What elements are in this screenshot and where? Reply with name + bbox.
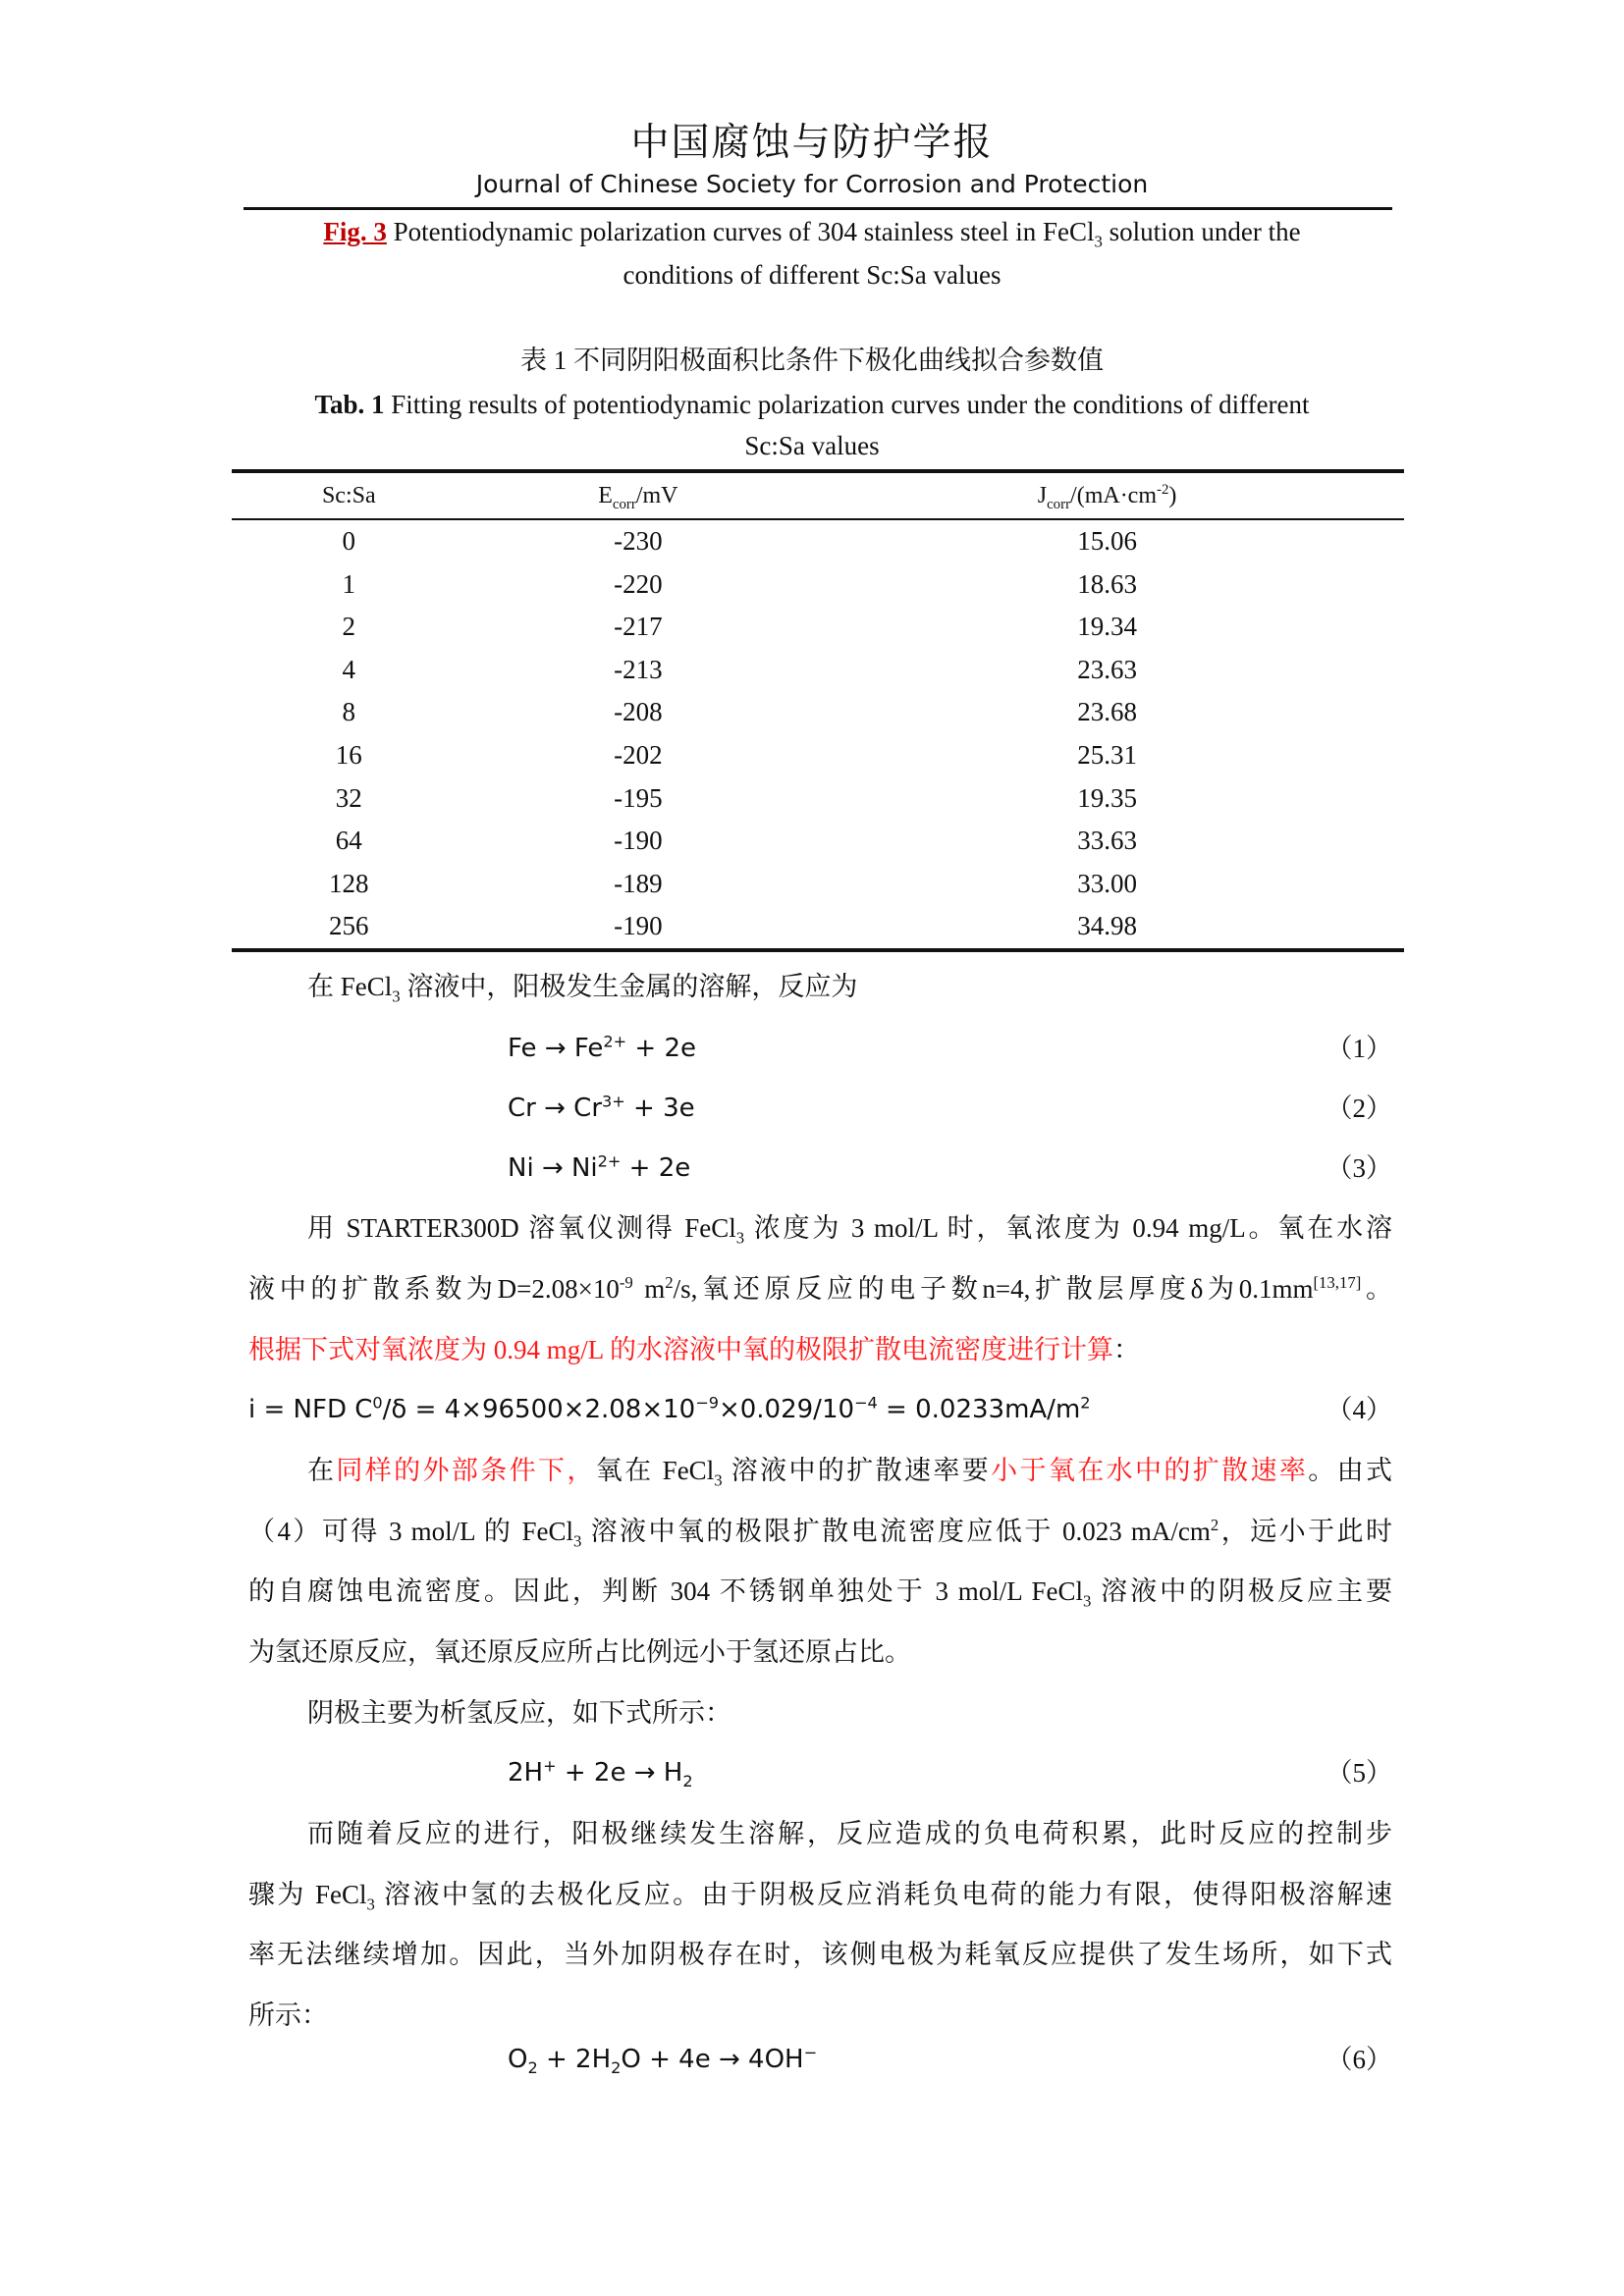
table-row <box>232 820 1404 863</box>
header-text: E <box>598 482 613 508</box>
superscript: 2 <box>665 1273 674 1292</box>
equation <box>508 1089 695 1128</box>
superscript: − <box>803 2043 818 2062</box>
highlighted-text: 同样的外部条件下， <box>336 1456 596 1485</box>
table-row <box>232 649 1404 692</box>
text-segment: 在 <box>307 1456 337 1485</box>
table-label: Tab. 1 <box>314 390 385 419</box>
cell-jcorr: 15.06 <box>1077 526 1137 556</box>
text-segment: Fe → Fe <box>508 1034 604 1063</box>
paragraph-line <box>248 1269 1392 1308</box>
superscript: −4 <box>854 1393 878 1413</box>
text-segment: 的自腐蚀电流密度。因此，判断 304 不锈钢单独处于 3 mol/L FeCl <box>248 1576 1083 1606</box>
paragraph-line <box>307 1451 1392 1490</box>
figure-caption-text: Potentiodynamic polarization curves of 304 stainless steel in FeCl <box>386 217 1095 246</box>
cell-ecorr: -220 <box>614 568 663 599</box>
text-segment: /s,氧还原反应的电子数n=4,扩散层厚度δ为0.1mm <box>673 1274 1314 1304</box>
text-segment: 骤为 FeCl <box>248 1880 367 1909</box>
paragraph-line <box>248 1996 328 2035</box>
text-segment: （4）可得 3 mol/L 的 FeCl <box>248 1517 574 1546</box>
equation-number: （6） <box>1326 2045 1392 2074</box>
equation-number: （1） <box>1326 1034 1392 1063</box>
superscript: + <box>543 1756 557 1776</box>
superscript: [13,17] <box>1313 1273 1362 1292</box>
text-segment: 2H <box>508 1758 544 1788</box>
subscript: 2 <box>682 1772 693 1791</box>
paragraph-line <box>248 1330 1140 1369</box>
cell-jcorr: 34.98 <box>810 905 1404 950</box>
table-row <box>232 734 1404 777</box>
journal-title-english: Journal of Chinese Society for Corrosion and Protection <box>475 170 1149 198</box>
subscript: 3 <box>1094 232 1103 251</box>
cell-sc-sa: 16 <box>335 739 362 770</box>
paragraph-line <box>248 1935 1392 1974</box>
header-unit: /(mA·cm <box>1070 482 1158 508</box>
superscript: 2+ <box>597 1151 622 1171</box>
text-segment: 溶液中氧的极限扩散电流密度应低于 0.023 mA/cm <box>581 1517 1211 1546</box>
text-segment: ： <box>1113 1335 1140 1364</box>
superscript: 2 <box>1080 1393 1091 1413</box>
table-row <box>232 606 1404 649</box>
table-row <box>232 563 1404 607</box>
text-segment: = 0.0233mA/m <box>877 1395 1081 1424</box>
equation-number: （5） <box>1326 1758 1392 1788</box>
equation-number: （2） <box>1326 1094 1392 1123</box>
paragraph-line <box>307 1693 731 1733</box>
paragraph-line <box>248 1875 1392 1914</box>
cell-sc-sa: 256 <box>232 905 466 950</box>
text-segment: 。 <box>1361 1274 1392 1304</box>
text-segment: 浓度为 3 mol/L 时，氧浓度为 0.94 mg/L。氧在水溶 <box>744 1213 1392 1243</box>
cell-jcorr: 18.63 <box>1077 568 1137 599</box>
text-segment: 阴极主要为析氢反应，如下式所示： <box>307 1698 731 1728</box>
text-segment: O <box>508 2045 528 2074</box>
figure-caption-text: solution under the <box>1102 217 1301 246</box>
highlighted-text: 根据下式对氧浓度为 0.94 mg/L 的水溶液中氧的极限扩散电流密度进行计算 <box>248 1335 1113 1364</box>
subscript: 3 <box>735 1228 745 1248</box>
text-segment: O + 4e → 4OH <box>621 2045 804 2074</box>
table-row <box>232 777 1404 821</box>
cell-ecorr: -208 <box>614 697 663 727</box>
equation <box>508 1029 696 1068</box>
cell-ecorr: -190 <box>466 905 811 950</box>
text-segment: i = NFD C <box>248 1395 373 1424</box>
text-segment: 率无法继续增加。因此，当外加阴极存在时，该侧电极为耗氧反应提供了发生场所，如下式 <box>248 1940 1392 1969</box>
figure-reference-link[interactable]: Fig. 3 <box>323 217 387 246</box>
text-segment: 用 STARTER300D 溶氧仪测得 FeCl <box>307 1213 736 1243</box>
equation-number: （4） <box>1326 1395 1392 1424</box>
cell-ecorr: -230 <box>614 526 663 556</box>
cell-ecorr: -189 <box>614 868 663 898</box>
header-rule <box>244 207 1392 210</box>
text-segment: + 2e <box>621 1153 691 1183</box>
paragraph-line <box>307 967 857 1006</box>
equation <box>508 1753 693 1792</box>
paragraph-line <box>307 1208 1392 1248</box>
subscript: 2 <box>527 2058 538 2078</box>
text-segment: ，远小于此时 <box>1218 1517 1392 1546</box>
text-segment: 氧在 FeCl <box>595 1456 715 1485</box>
header-unit: /mV <box>635 482 678 508</box>
header-unit: ) <box>1168 482 1177 508</box>
text-segment: Cr → Cr <box>508 1094 603 1123</box>
figure-caption-line1 <box>0 214 1624 249</box>
figure-caption-line2: conditions of different Sc:Sa values <box>623 260 1001 290</box>
subscript: 3 <box>1082 1591 1092 1611</box>
cell-ecorr: -217 <box>614 612 663 642</box>
text-segment: 为氢还原反应，氧还原反应所占比例远小于氢还原占比。 <box>248 1637 911 1667</box>
text-segment: 而随着反应的进行，阳极继续发生溶解，反应造成的负电荷积累，此时反应的控制步 <box>307 1819 1392 1848</box>
text-segment: + 2e → H <box>556 1758 683 1788</box>
table-caption-english-line2: Sc:Sa values <box>744 431 880 460</box>
text-segment: m <box>632 1274 666 1304</box>
cell-sc-sa: 64 <box>335 826 362 856</box>
cell-jcorr: 23.68 <box>1077 697 1137 727</box>
text-segment: 在 FeCl <box>307 972 393 1001</box>
cell-jcorr: 33.00 <box>1077 868 1137 898</box>
subscript: 3 <box>392 987 401 1006</box>
highlighted-text: 小于氧在水中的扩散速率 <box>991 1456 1309 1485</box>
text-segment: 溶液中的阴极反应主要 <box>1091 1576 1393 1606</box>
subscript: 3 <box>573 1531 582 1551</box>
superscript: −9 <box>695 1393 719 1413</box>
text-segment: 溶液中氢的去极化反应。由于阴极反应消耗负电荷的能力有限，使得阳极溶解速 <box>374 1880 1393 1909</box>
equation-number: （3） <box>1326 1153 1392 1183</box>
journal-title-chinese: 中国腐蚀与防护学报 <box>630 122 994 164</box>
table-header-row <box>232 471 1404 519</box>
table-caption-chinese: 表 1 不同阴阳极面积比条件下极化曲线拟合参数值 <box>520 346 1104 375</box>
cell-sc-sa: 128 <box>329 868 369 898</box>
superscript: -2 <box>1157 481 1169 498</box>
header-text: J <box>1037 482 1048 508</box>
paragraph-line <box>248 1572 1392 1611</box>
cell-sc-sa: 0 <box>342 526 356 556</box>
header-sc-sa: Sc:Sa <box>232 471 466 519</box>
superscript: 3+ <box>602 1092 625 1111</box>
cell-jcorr: 25.31 <box>1077 739 1137 770</box>
table-row <box>232 863 1404 906</box>
header-ecorr <box>466 471 811 519</box>
superscript: 0 <box>372 1393 383 1413</box>
cell-ecorr: -213 <box>614 654 663 684</box>
cell-jcorr: 33.63 <box>1077 826 1137 856</box>
table-row <box>232 519 1404 563</box>
cell-jcorr: 23.63 <box>1077 654 1137 684</box>
cell-ecorr: -195 <box>614 782 663 813</box>
subscript: 3 <box>714 1470 723 1490</box>
paragraph-line <box>248 1632 911 1672</box>
equation <box>248 1390 1091 1429</box>
text-segment: 溶液中，阳极发生金属的溶解，反应为 <box>400 972 858 1001</box>
cell-ecorr: -202 <box>614 739 663 770</box>
cell-sc-sa: 2 <box>342 612 356 642</box>
subscript: 3 <box>366 1895 375 1914</box>
superscript: 2 <box>1210 1516 1219 1534</box>
superscript: -9 <box>619 1273 633 1292</box>
cell-jcorr: 19.35 <box>1077 782 1137 813</box>
text-segment: + 2e <box>626 1034 696 1063</box>
table-caption-text: Fitting results of potentiodynamic polarization curves under the conditions of different <box>384 390 1310 419</box>
text-segment: /δ = 4×96500×2.08×10 <box>382 1395 696 1424</box>
fitting-results-table <box>232 469 1404 952</box>
text-segment: ×0.029/10 <box>718 1395 855 1424</box>
text-segment: 所示： <box>248 2001 328 2030</box>
subscript: 2 <box>611 2058 622 2078</box>
text-segment: + 2H <box>537 2045 612 2074</box>
cell-ecorr: -190 <box>614 826 663 856</box>
equation <box>508 2040 817 2079</box>
text-segment: + 3e <box>624 1094 695 1123</box>
cell-sc-sa: 4 <box>342 654 356 684</box>
equation <box>508 1148 690 1188</box>
superscript: 2+ <box>603 1032 627 1051</box>
subscript: corr <box>612 496 636 512</box>
text-segment: 溶液中的扩散速率要 <box>722 1456 992 1485</box>
table-row <box>232 905 1404 950</box>
text-segment: 液中的扩散系数为D=2.08×10 <box>248 1274 620 1304</box>
text-segment: Ni → Ni <box>508 1153 598 1183</box>
text-segment: 。由式 <box>1308 1456 1393 1485</box>
header-jcorr <box>810 471 1404 519</box>
cell-sc-sa: 8 <box>342 697 356 727</box>
paragraph-line <box>248 1512 1392 1551</box>
cell-sc-sa: 32 <box>335 782 362 813</box>
cell-jcorr: 19.34 <box>1077 612 1137 642</box>
subscript: corr <box>1047 496 1071 512</box>
table-caption-english-line1 <box>0 387 1624 422</box>
paragraph-line <box>307 1814 1392 1853</box>
table-row <box>232 691 1404 734</box>
cell-sc-sa: 1 <box>342 568 356 599</box>
